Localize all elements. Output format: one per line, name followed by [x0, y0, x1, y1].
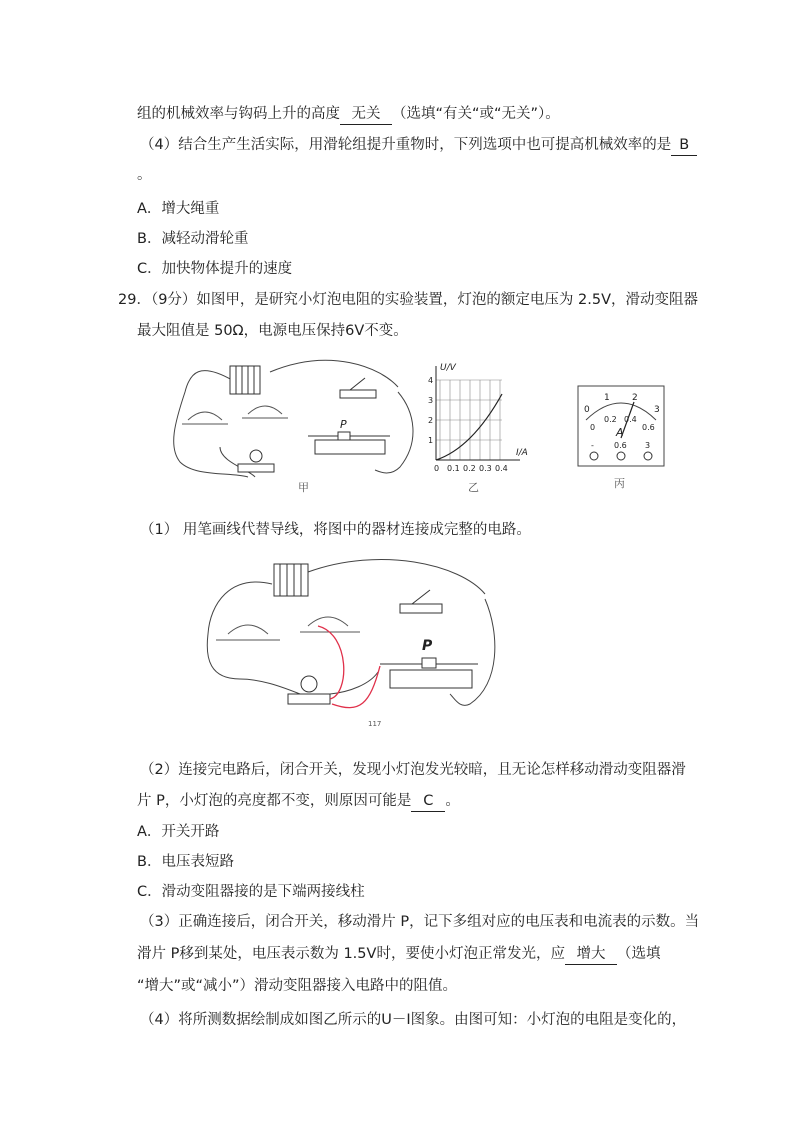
- voltmeter: [300, 617, 360, 632]
- q29-intro-line1: 29．（9分）如图甲，是研究小灯泡电阻的实验装置，灯泡的额定电压为 2.5V，滑动变阻器: [118, 292, 699, 308]
- drawn-wire: [332, 666, 380, 708]
- upper-scale-tick: 2: [632, 393, 638, 403]
- upper-scale-tick: 0: [584, 405, 590, 415]
- terminal-label: -: [591, 441, 594, 450]
- upper-scale-tick: 3: [654, 405, 660, 415]
- q29-part2-line1: （2）连接完电路后，闭合开关，发现小灯泡发光较暗，且无论怎样移动滑动变阻器滑: [140, 762, 686, 778]
- figure-label-bing: 丙: [614, 477, 625, 490]
- x-tick: 0.2: [463, 464, 476, 473]
- x-tick: 0.1: [447, 464, 460, 473]
- terminal-label: 0.6: [614, 441, 627, 450]
- x-tick: 0.4: [495, 464, 508, 473]
- u-i-curve: [436, 394, 502, 460]
- meter-unit: A: [616, 426, 624, 439]
- q28-option-b: B．减轻动滑轮重: [137, 231, 249, 247]
- voltmeter: [242, 406, 288, 418]
- figure-bing-ammeter: [572, 352, 672, 497]
- y-tick: 1: [428, 436, 434, 445]
- answer-blank: 无关: [340, 104, 392, 125]
- lower-scale-tick: 0.4: [624, 415, 637, 424]
- x-tick: 0.3: [479, 464, 492, 473]
- q29-part4: （4）将所测数据绘制成如图乙所示的U－I图象。由图可知：小灯泡的电阻是变化的，: [140, 1012, 687, 1028]
- q28-option-c: C．加快物体提升的速度: [137, 261, 293, 277]
- x-tick: 0: [434, 464, 440, 473]
- figure-jia-circuit: [160, 352, 430, 497]
- y-tick: 4: [428, 376, 434, 385]
- rheostat: [308, 432, 390, 454]
- switch: [400, 590, 442, 613]
- y-tick: 2: [428, 416, 434, 425]
- ammeter: [182, 412, 228, 424]
- lower-scale-tick: 0.6: [642, 423, 655, 432]
- q29-part3-line3: “增大”或“减小”）滑动变阻器接入电路中的阻值。: [137, 978, 458, 994]
- y-axis-label: U/V: [440, 363, 456, 373]
- figure-label-yi: 乙: [468, 481, 479, 494]
- y-tick: 3: [428, 396, 434, 405]
- terminal-label: 3: [645, 441, 651, 450]
- lower-scale-tick: 0.2: [604, 415, 617, 424]
- battery: [274, 564, 308, 596]
- q29-option-c: C．滑动变阻器接的是下端两接线柱: [137, 884, 365, 900]
- q29-part3-line2: 滑片 P移到某处，电压表示数为 1.5V时，要使小灯泡正常发光，应 增大 （选填: [137, 944, 660, 965]
- q28-line1: 组的机械效率与钩码上升的高度 无关 （选填“有关“或“无关”）。: [137, 104, 560, 125]
- ammeter: [216, 625, 280, 640]
- switch: [340, 378, 376, 398]
- slider-label: P: [340, 418, 347, 431]
- drawn-wire: [318, 626, 344, 699]
- q28-part4-end: 。: [137, 167, 152, 183]
- figure-yi-graph: [422, 352, 532, 497]
- upper-scale-tick: 1: [604, 393, 610, 403]
- lamp: [238, 450, 274, 472]
- answer-blank: C: [411, 791, 445, 812]
- battery: [230, 366, 260, 394]
- q29-intro-line2: 最大阻值是 50Ω，电源电压保持6V不变。: [137, 323, 408, 339]
- rheostat: [380, 658, 478, 688]
- answer-circuit-figure: [200, 554, 500, 732]
- q28-option-a: A．增大绳重: [137, 201, 220, 217]
- answer-blank: B: [671, 135, 697, 156]
- q29-part3-line1: （3）正确连接后，闭合开关，移动滑片 P，记下多组对应的电压表和电流表的示数。当: [140, 914, 700, 930]
- q29-option-a: A．开关开路: [137, 824, 220, 840]
- q29-part1: （1） 用笔画线代替导线，将图中的器材连接成完整的电路。: [140, 522, 531, 538]
- page-mark: 117: [368, 720, 382, 728]
- x-axis-label: I/A: [516, 448, 528, 458]
- lamp: [288, 676, 330, 704]
- q28-part4: （4）结合生产生活实际，用滑轮组提升重物时，下列选项中也可提高机械效率的是 B: [140, 135, 697, 156]
- figure-label-jia: 甲: [298, 481, 309, 494]
- answer-blank: 增大: [565, 944, 617, 965]
- slider-label: P: [422, 638, 433, 654]
- q29-part2-line2: 片 P，小灯泡的亮度都不变，则原因可能是 C 。: [137, 791, 460, 812]
- q29-option-b: B．电压表短路: [137, 854, 234, 870]
- lower-scale-tick: 0: [590, 423, 596, 432]
